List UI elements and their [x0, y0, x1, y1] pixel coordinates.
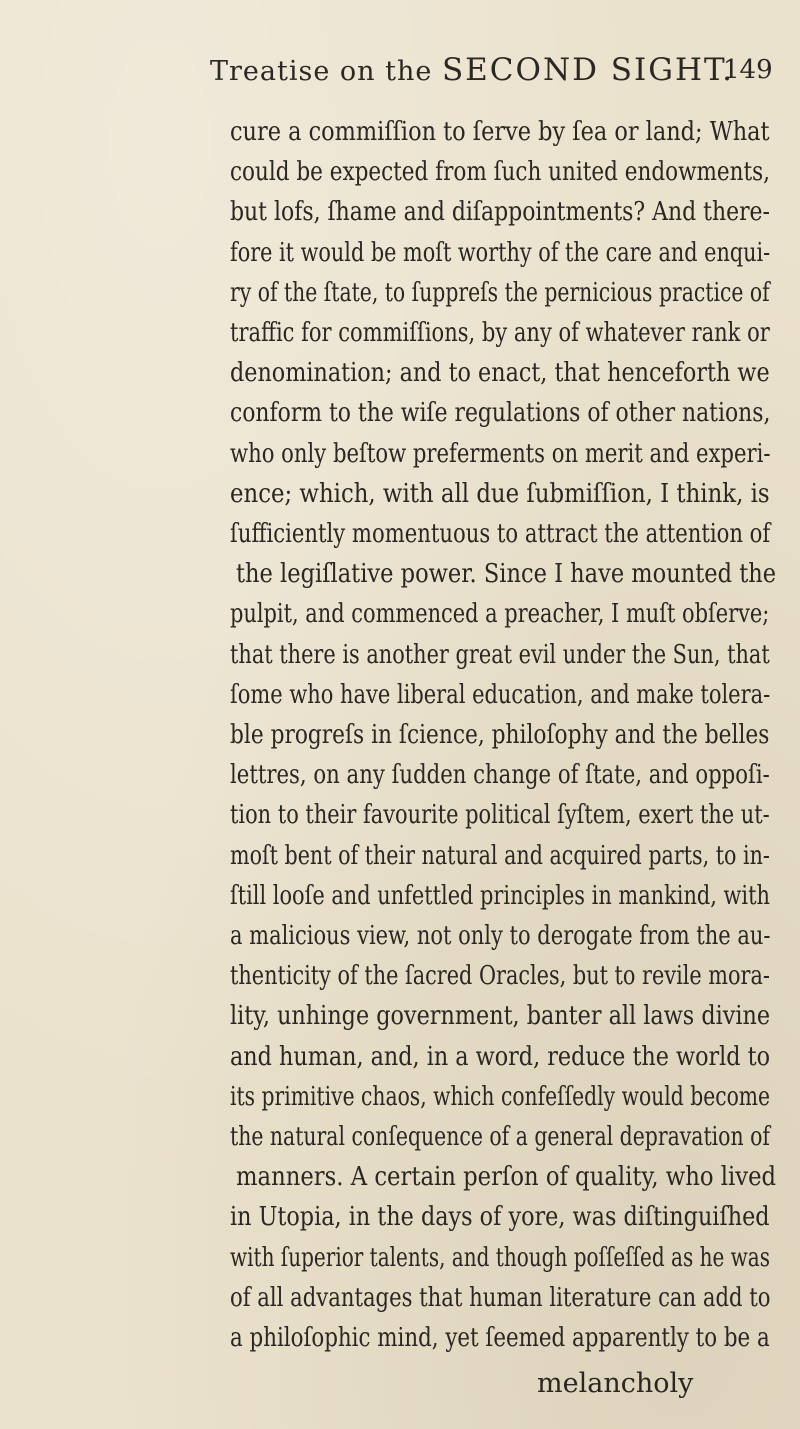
page-number: 149: [723, 55, 773, 85]
text-line: moſt bent of their natural and acquired parts, to in-: [230, 839, 770, 871]
text-line: ence; which, with all due ſubmiſſion, I think, is: [230, 477, 770, 509]
text-line: who only beſtow preferments on merit and experi-: [230, 437, 771, 469]
text-line: but lofs, ſhame and diſappointments? And there-: [230, 196, 770, 228]
text-line: lettres, on any ſudden change of ſtate, and oppoſi-: [230, 759, 770, 791]
text-line: manners. A certain perſon of quality, who lived: [236, 1161, 777, 1193]
text-line: ble progreſs in ſcience, philoſophy and the belles: [230, 719, 770, 750]
running-head: [210, 52, 735, 88]
text-line: thenticity of the ſacred Oracles, but to revile mora-: [230, 960, 770, 992]
text-line: and human, and, in a word, reduce the world to: [230, 1040, 771, 1072]
text-line: lity, unhinge government, banter all laws divine: [230, 1000, 771, 1032]
text-line: ſufficiently momentuous to attract the attention of: [230, 518, 771, 549]
text-line: in Utopia, in the days of yore, was diſtinguiſhed: [230, 1201, 770, 1233]
text-line: ſtill looſe and unfettled principles in mankind, with: [230, 879, 770, 911]
text-line: the natural conſequence of a general depravation of: [230, 1121, 770, 1152]
text-line: fore it would be moſt worthy of the care and enqui-: [230, 236, 771, 268]
text-line: ſome who have liberal education, and make tolera-: [230, 678, 771, 710]
text-line: a malicious view, not only to derogate from the au-: [230, 920, 771, 951]
text-line: the legiſlative power. Since I have mounted the: [236, 558, 777, 590]
text-line: ry of the ſtate, to ſuppreſs the pernicious practice of: [230, 276, 770, 308]
catchword: melancholy: [537, 1368, 694, 1399]
text-line: that there is another great evil under the Sun, that: [230, 638, 770, 670]
text-line: cure a commiſſion to ſerve by ſea or land; What: [230, 116, 770, 147]
text-line: tion to their favourite political ſyſtem, exert the ut-: [230, 799, 770, 831]
text-line: pulpit, and commenced a preacher, I muſt obſerve;: [230, 598, 770, 630]
text-line: denomination; and to enact, that henceforth we: [230, 357, 770, 389]
text-line: conform to the wiſe regulations of other nations,: [230, 397, 771, 429]
text-line: its primitive chaos, which confeſſedly would become: [230, 1080, 771, 1112]
text-line: with ſuperior talents, and though poſſeſſed as he was: [230, 1241, 770, 1273]
text-line: traffic for commiſſions, by any of whatever rank or: [230, 317, 770, 348]
running-title-prefix: Treatise on the: [210, 56, 433, 87]
text-line: could be expected from ſuch united endowments,: [230, 156, 771, 188]
text-line: a philoſophic mind, yet ſeemed apparently to be a: [230, 1322, 770, 1353]
text-line: of all advantages that human literature can add to: [230, 1281, 771, 1313]
running-title-main: SECOND SIGHT.: [441, 52, 735, 88]
